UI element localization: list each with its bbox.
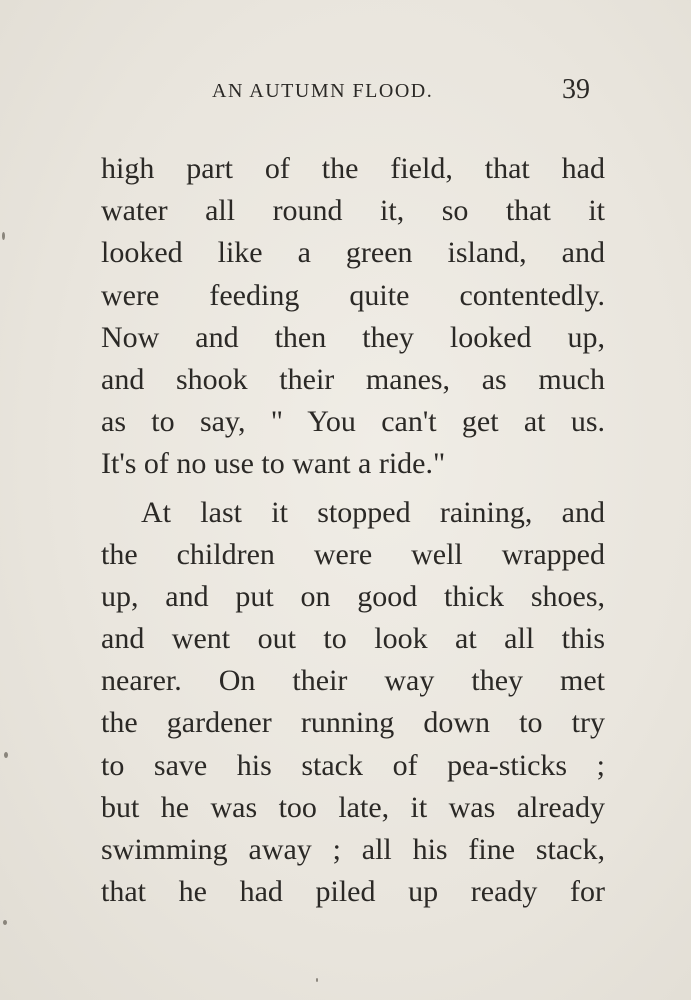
text-line: the children were well wrapped <box>101 537 605 571</box>
text-line: It's of no use to want a ride." <box>101 447 446 481</box>
text-line: nearer. On their way they met <box>101 664 605 698</box>
paper-speck <box>316 978 318 982</box>
text-line: water all round it, so that it <box>101 194 605 228</box>
text-line: but he was too late, it was already <box>101 790 605 824</box>
paper-speck <box>3 920 7 925</box>
text-line: that he had piled up ready for <box>101 875 605 909</box>
body-text <box>101 148 605 913</box>
text-line: high part of the field, that had <box>101 152 605 185</box>
text-line: and shook their manes, as much <box>101 362 605 396</box>
text-line: the gardener running down to try <box>101 706 605 740</box>
text-line: up, and put on good thick shoes, <box>101 579 605 613</box>
text-line: to save his stack of pea-sticks ; <box>101 748 605 782</box>
paragraph-2 <box>101 492 605 914</box>
running-title: AN AUTUMN FLOOD. <box>212 80 434 102</box>
text-line: were feeding quite contentedly. <box>101 278 605 312</box>
text-line: At last it stopped raining, and <box>141 495 605 529</box>
text-line: Now and then they looked up, <box>101 320 605 354</box>
page-number: 39 <box>562 74 590 105</box>
text-line: as to say, " You can't get at us. <box>101 405 605 439</box>
paper-speck <box>2 232 5 240</box>
text-line: swimming away ; all his fine stack, <box>101 833 605 866</box>
paper-speck <box>4 752 8 758</box>
text-line: and went out to look at all this <box>101 622 605 656</box>
paragraph-1 <box>101 148 605 486</box>
text-line: looked like a green island, and <box>101 236 605 270</box>
